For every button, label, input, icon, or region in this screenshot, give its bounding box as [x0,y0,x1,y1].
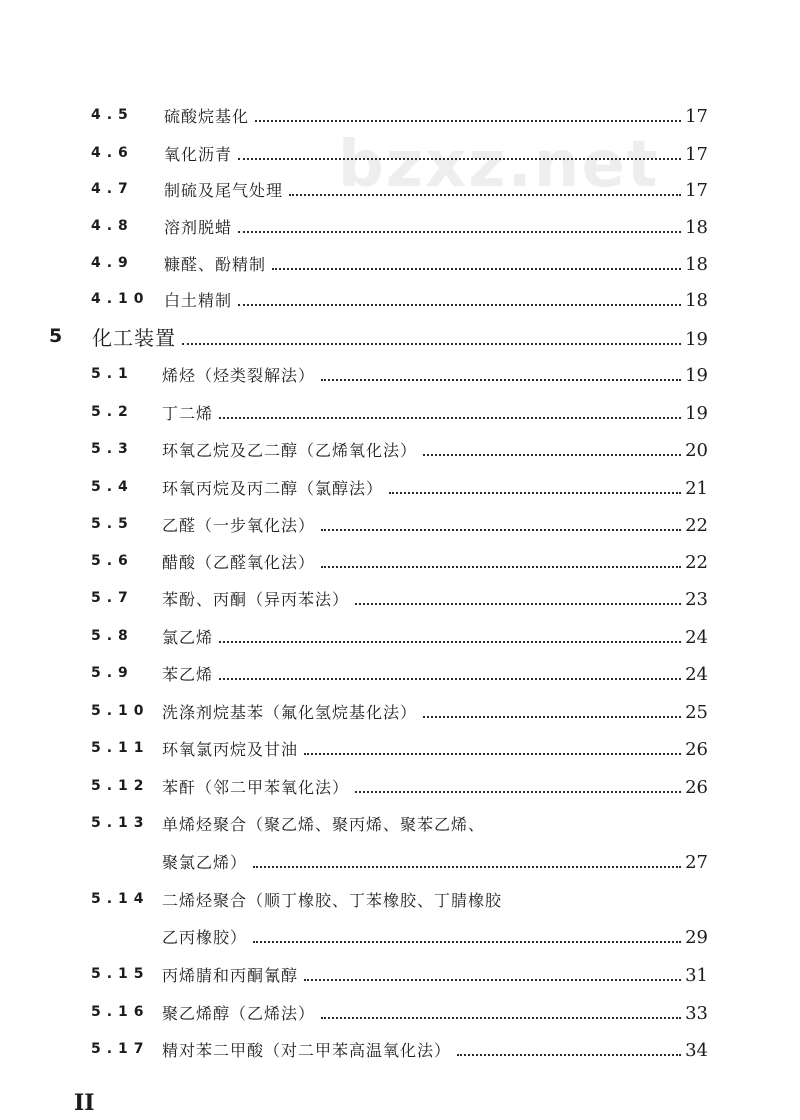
toc-entry [0,694,800,728]
section-title: 烯烃（烃类裂解法） [162,365,316,385]
section-title: 二烯烃聚合（顺丁橡胶、丁苯橡胶、丁腈橡胶 [162,890,503,910]
entry-line [162,1038,708,1061]
dot-leader [289,194,681,196]
entry-line [162,775,708,798]
entry-line [162,925,708,948]
section-title: 苯酐（邻二甲苯氧化法） [162,777,350,797]
dot-leader [321,1017,681,1019]
section-title: 环氧乙烷及乙二醇（乙烯氧化法） [162,440,418,460]
section-number: 5.2 [91,404,134,420]
dot-leader [389,492,681,494]
page-number: 27 [685,851,708,873]
section-title: 氧化沥青 [164,144,233,164]
page-number: 19 [685,328,708,350]
dot-leader [255,120,681,122]
chapter-number: 5 [49,325,63,347]
section-number: 4.7 [91,181,134,197]
page-number: 24 [685,663,708,685]
section-title: 氯乙烯 [162,627,214,647]
page-number: 34 [685,1039,708,1061]
dot-leader [219,641,681,643]
toc-entry [0,731,800,765]
page-number: 26 [685,738,708,760]
toc-entry [0,544,800,578]
section-title: 白土精制 [164,290,233,310]
toc-entry [0,395,800,429]
dot-leader [355,791,681,793]
dot-leader [355,603,681,605]
section-number: 5.1 [91,366,134,382]
toc-entry [0,957,800,991]
section-number: 5.7 [91,590,134,606]
dot-leader [238,231,681,233]
section-number: 5.4 [91,479,134,495]
toc-entry [0,656,800,690]
entry-line [162,737,708,760]
toc-entry [0,1032,800,1066]
toc-entry [0,357,800,391]
entry-line [162,850,708,873]
page-number: 19 [685,402,708,424]
dot-leader [423,716,681,718]
toc-entry [0,282,800,316]
page-number: 22 [685,514,708,536]
toc-entry-continuation [0,844,800,878]
toc-entry [0,172,800,206]
dot-leader [457,1054,681,1056]
toc-entry [0,209,800,243]
section-title: 环氧丙烷及丙二醇（氯醇法） [162,478,384,498]
section-number: 4.8 [91,218,134,234]
toc-entry [0,619,800,653]
page-number: 24 [685,626,708,648]
dot-leader [253,941,681,943]
page-number: 17 [685,179,708,201]
dot-leader [304,979,681,981]
dot-leader [321,566,681,568]
section-title: 洗涤剂烷基苯（氟化氢烷基化法） [162,702,418,722]
page-number: 26 [685,776,708,798]
toc-entry [0,507,800,541]
section-title: 环氧氯丙烷及甘油 [162,739,299,759]
entry-line [162,476,708,499]
toc-entry [0,882,800,916]
page-number: 22 [685,551,708,573]
page-number: 18 [685,289,708,311]
toc-entry [0,246,800,280]
entry-line [162,700,708,723]
section-title: 乙醛（一步氧化法） [162,515,316,535]
dot-leader [238,158,681,160]
toc-entry [0,470,800,504]
section-number: 5.15 [91,966,150,982]
section-number: 5.14 [91,891,150,907]
page-number: 17 [685,105,708,127]
page-folio: II [74,1090,95,1116]
page-number: 21 [685,477,708,499]
section-number: 5.17 [91,1041,150,1057]
watermark: bzxz.net [338,128,660,202]
page-number: 17 [685,143,708,165]
page-number: 18 [685,216,708,238]
section-title: 聚乙烯醇（乙烯法） [162,1003,316,1023]
section-title-continued: 聚氯乙烯） [162,852,248,872]
entry-line [162,438,708,461]
section-title-continued: 乙丙橡胶） [162,927,248,947]
section-number: 5.12 [91,778,150,794]
toc-entry [0,581,800,615]
entry-line [164,288,708,311]
page-number: 23 [685,588,708,610]
dot-leader [321,529,681,531]
section-number: 5.11 [91,740,150,756]
section-number: 5.6 [91,553,134,569]
toc-entry [0,98,800,132]
section-number: 5.3 [91,441,134,457]
section-number: 4.6 [91,145,134,161]
entry-line [162,587,708,610]
entry-line [162,513,708,536]
toc-entry [0,769,800,803]
page-number: 18 [685,253,708,275]
section-title: 苯酚、丙酮（异丙苯法） [162,589,350,609]
dot-leader [272,268,681,270]
section-number: 5.8 [91,628,134,644]
section-title: 制硫及尾气处理 [164,180,284,200]
entry-line [164,104,708,127]
section-title: 苯乙烯 [162,664,214,684]
entry-line [162,1001,708,1024]
page-number: 33 [685,1002,708,1024]
entry-line [164,215,708,238]
dot-leader [238,304,681,306]
dot-leader [423,454,681,456]
toc-entry [0,136,800,170]
section-number: 5.13 [91,815,150,831]
dot-leader [304,753,681,755]
section-title: 丙烯腈和丙酮氰醇 [162,965,299,985]
section-number: 5.16 [91,1004,150,1020]
section-number: 5.10 [91,703,150,719]
dot-leader [253,866,681,868]
entry-line [164,142,708,165]
toc-entry [0,432,800,466]
entry-line [164,178,708,201]
toc-entry [0,995,800,1029]
dot-leader [182,343,681,345]
section-number: 4.10 [91,291,150,307]
toc-entry [0,806,800,840]
section-title: 丁二烯 [162,403,214,423]
entry-line [162,550,708,573]
section-title: 精对苯二甲酸（对二甲苯高温氧化法） [162,1040,452,1060]
section-number: 4.5 [91,107,134,123]
toc-entry-continuation [0,919,800,953]
section-title: 单烯烃聚合（聚乙烯、聚丙烯、聚苯乙烯、 [162,814,486,834]
section-number: 5.9 [91,665,134,681]
page-number: 25 [685,701,708,723]
page-number: 20 [685,439,708,461]
entry-line [162,363,708,386]
entry-line [164,252,708,275]
section-title: 醋酸（乙醛氧化法） [162,552,316,572]
section-number: 4.9 [91,255,134,271]
toc-chapter [0,319,800,353]
page-number: 29 [685,926,708,948]
section-title: 溶剂脱蜡 [164,217,233,237]
entry-line [92,322,708,351]
entry-line [162,963,708,986]
dot-leader [219,417,681,419]
section-number: 5.5 [91,516,134,532]
section-title: 糠醛、酚精制 [164,254,267,274]
chapter-title: 化工装置 [92,325,176,350]
dot-leader [219,678,681,680]
entry-line [162,662,708,685]
entry-line [162,401,708,424]
page-number: 31 [685,964,708,986]
page-number: 19 [685,364,708,386]
entry-line [162,625,708,648]
section-title: 硫酸烷基化 [164,106,250,126]
dot-leader [321,379,681,381]
